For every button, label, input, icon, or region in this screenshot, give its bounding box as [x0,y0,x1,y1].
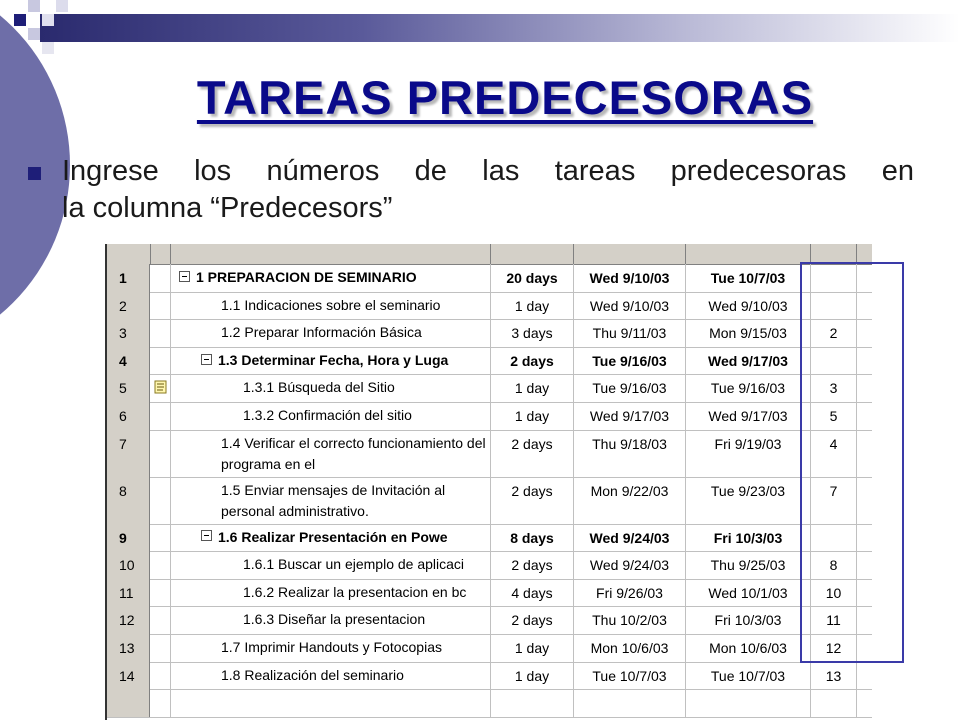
table-row[interactable] [105,634,872,663]
tail-cell[interactable] [857,689,872,717]
start-cell[interactable]: Wed 9/17/03 [574,402,686,430]
finish-cell[interactable]: Fri 10/3/03 [686,524,811,552]
start-cell[interactable]: Thu 9/11/03 [574,319,686,347]
finish-cell[interactable]: Tue 10/7/03 [686,264,811,292]
row-id-cell[interactable]: 11 [105,579,150,607]
task-name: 1.5 Enviar mensajes de Invitación al personal administrativo. [221,481,446,519]
finish-cell[interactable]: Wed 10/1/03 [686,579,811,607]
duration-cell[interactable]: 1 day [491,292,574,320]
indicator-cell[interactable] [150,402,171,430]
finish-cell[interactable]: Wed 9/17/03 [686,347,811,375]
start-cell[interactable]: Mon 10/6/03 [574,634,686,662]
finish-cell[interactable]: Tue 9/16/03 [686,374,811,402]
task-name-cell[interactable] [171,662,491,690]
indicator-cell[interactable] [150,662,171,690]
indicator-cell[interactable] [150,551,171,579]
start-cell[interactable]: Tue 9/16/03 [574,347,686,375]
finish-cell[interactable]: Mon 9/15/03 [686,319,811,347]
table-row[interactable] [105,402,872,431]
row-id-cell[interactable]: 10 [105,551,150,579]
bullet-square-icon [28,167,41,180]
task-name: 1 PREPARACION DE SEMINARIO [196,269,417,285]
project-task-table [105,244,872,720]
table-row[interactable] [105,374,872,403]
indicator-cell[interactable] [150,374,171,402]
table-row[interactable] [105,689,872,718]
indicator-cell[interactable] [150,689,171,717]
task-name-cell[interactable] [171,634,491,662]
duration-cell[interactable]: 1 day [491,402,574,430]
duration-cell[interactable]: 4 days [491,579,574,607]
row-id-cell[interactable]: 7 [105,430,150,477]
task-name-cell[interactable] [171,402,491,430]
predecessors-cell[interactable]: 2 [811,319,857,347]
deco-square [28,0,40,12]
bullet-line-2: la columna “Predecesors” [62,192,393,224]
duration-cell[interactable]: 1 day [491,374,574,402]
collapse-toggle-icon[interactable] [201,354,212,365]
task-name: 1.3.1 Búsqueda del Sitio [243,379,395,396]
task-name: 1.1 Indicaciones sobre el seminario [221,296,441,313]
indicator-cell[interactable] [150,430,171,477]
indicator-cell[interactable] [150,347,171,375]
row-id-cell[interactable]: 6 [105,402,150,430]
start-cell[interactable]: Thu 9/18/03 [574,430,686,477]
decorative-circle [0,0,70,360]
indicator-cell[interactable] [150,579,171,607]
row-id-cell[interactable]: 14 [105,662,150,690]
indicator-cell[interactable] [150,319,171,347]
bullet-line-1: Ingrese los números de las tareas predecesoras en [62,155,914,187]
task-name-cell[interactable] [171,347,491,375]
table-row[interactable] [105,264,872,293]
row-id-cell[interactable] [105,689,150,717]
row-id-cell[interactable]: 4 [105,347,150,375]
finish-cell[interactable]: Tue 10/7/03 [686,662,811,690]
predecessors-cell[interactable]: 5 [811,402,857,430]
task-name: 1.3.2 Confirmación del sitio [243,407,412,423]
finish-cell[interactable]: Thu 9/25/03 [686,551,811,579]
deco-square [42,42,54,54]
task-name-cell[interactable] [171,477,491,524]
start-cell[interactable]: Tue 10/7/03 [574,662,686,690]
finish-cell[interactable]: Wed 9/17/03 [686,402,811,430]
table-left-edge [105,244,107,720]
predecessors-cell[interactable]: 4 [811,430,857,477]
duration-cell[interactable]: 3 days [491,319,574,347]
predecessors-cell[interactable]: 10 [811,579,857,607]
start-cell[interactable]: Wed 9/24/03 [574,524,686,552]
task-name: 1.6.3 Diseñar la presentacion [243,611,426,628]
duration-cell[interactable]: 2 days [491,551,574,579]
finish-cell[interactable]: Fri 9/19/03 [686,430,811,477]
collapse-toggle-icon[interactable] [201,530,212,541]
collapse-toggle-icon[interactable] [179,271,190,282]
task-name-cell[interactable] [171,524,491,552]
duration-cell[interactable]: 8 days [491,524,574,552]
task-name: 1.6.1 Buscar un ejemplo de aplicaci [243,556,465,573]
start-cell[interactable]: Fri 9/26/03 [574,579,686,607]
task-name: 1.6.2 Realizar la presentacion en bc [243,583,467,600]
table-row[interactable] [105,319,872,348]
duration-cell[interactable]: 2 days [491,606,574,634]
row-id-cell[interactable]: 13 [105,634,150,662]
slide-title: TAREAS PREDECESORAS [196,71,814,124]
predecessors-cell[interactable]: 13 [811,662,857,690]
table-row[interactable] [105,551,872,580]
table-row[interactable] [105,347,872,376]
row-id-cell[interactable]: 1 [105,264,150,292]
task-name-cell[interactable] [171,430,491,477]
deco-square [14,14,26,26]
finish-cell[interactable]: Tue 9/23/03 [686,477,811,524]
finish-cell[interactable]: Wed 9/10/03 [686,292,811,320]
task-name: 1.2 Preparar Información Básica [221,324,422,341]
task-name: 1.7 Imprimir Handouts y Fotocopias [221,639,442,655]
start-cell[interactable]: Mon 9/22/03 [574,477,686,524]
table-row[interactable] [105,477,872,525]
predecessors-cell[interactable]: 12 [811,634,857,662]
indicator-cell[interactable] [150,477,171,524]
deco-square [28,28,40,40]
predecessors-cell[interactable] [811,689,857,717]
row-id-cell[interactable]: 12 [105,606,150,634]
row-id-cell[interactable]: 3 [105,319,150,347]
predecessors-highlight-box [800,262,904,663]
indicator-cell[interactable] [150,634,171,662]
table-row[interactable] [105,606,872,635]
predecessors-cell[interactable]: 7 [811,477,857,524]
task-name-cell[interactable] [171,292,491,320]
tail-cell[interactable] [857,662,872,690]
deco-square [56,0,68,12]
start-cell[interactable]: Wed 9/10/03 [574,264,686,292]
duration-cell[interactable]: 2 days [491,477,574,524]
start-cell[interactable]: Wed 9/24/03 [574,551,686,579]
row-id-cell[interactable]: 8 [105,477,150,524]
task-name-cell[interactable] [171,689,491,717]
start-cell[interactable] [574,689,686,717]
note-icon [154,380,167,394]
task-name-cell[interactable] [171,374,491,402]
task-name-cell[interactable] [171,579,491,607]
table-row[interactable] [105,430,872,478]
task-name: 1.8 Realización del seminario [221,666,404,683]
duration-cell[interactable]: 2 days [491,430,574,477]
predecessors-cell[interactable]: 3 [811,374,857,402]
indicator-cell[interactable] [150,606,171,634]
task-name-cell[interactable] [171,264,491,292]
indicator-cell[interactable] [150,292,171,320]
table-row[interactable] [105,579,872,608]
task-name: 1.3 Determinar Fecha, Hora y Luga [218,351,449,368]
finish-cell[interactable]: Mon 10/6/03 [686,634,811,662]
duration-cell[interactable]: 1 day [491,662,574,690]
top-gradient-bar [40,14,960,42]
bullet-text [62,153,914,227]
predecessors-cell[interactable]: 8 [811,551,857,579]
start-cell[interactable]: Tue 9/16/03 [574,374,686,402]
start-cell[interactable]: Wed 9/10/03 [574,292,686,320]
task-name-cell[interactable] [171,551,491,579]
duration-cell[interactable]: 1 day [491,634,574,662]
indicator-cell[interactable] [150,264,171,292]
deco-square [42,14,54,26]
start-cell[interactable]: Thu 10/2/03 [574,606,686,634]
duration-cell[interactable]: 2 days [491,347,574,375]
predecessors-cell[interactable]: 11 [811,606,857,634]
indicator-cell[interactable] [150,524,171,552]
task-name: 1.6 Realizar Presentación en Powe [218,528,448,545]
finish-cell[interactable]: Fri 10/3/03 [686,606,811,634]
row-id-cell[interactable]: 9 [105,524,150,552]
task-name: 1.4 Verificar el correcto funcionamiento del programa en el [221,434,486,472]
table-header [105,244,872,265]
table-row[interactable] [105,662,872,691]
duration-cell[interactable] [491,689,574,717]
duration-cell[interactable]: 20 days [491,264,574,292]
table-row[interactable] [105,524,872,553]
row-id-cell[interactable]: 5 [105,374,150,402]
task-name-cell[interactable] [171,319,491,347]
finish-cell[interactable] [686,689,811,717]
table-row[interactable] [105,292,872,321]
task-name-cell[interactable] [171,606,491,634]
row-id-cell[interactable]: 2 [105,292,150,320]
